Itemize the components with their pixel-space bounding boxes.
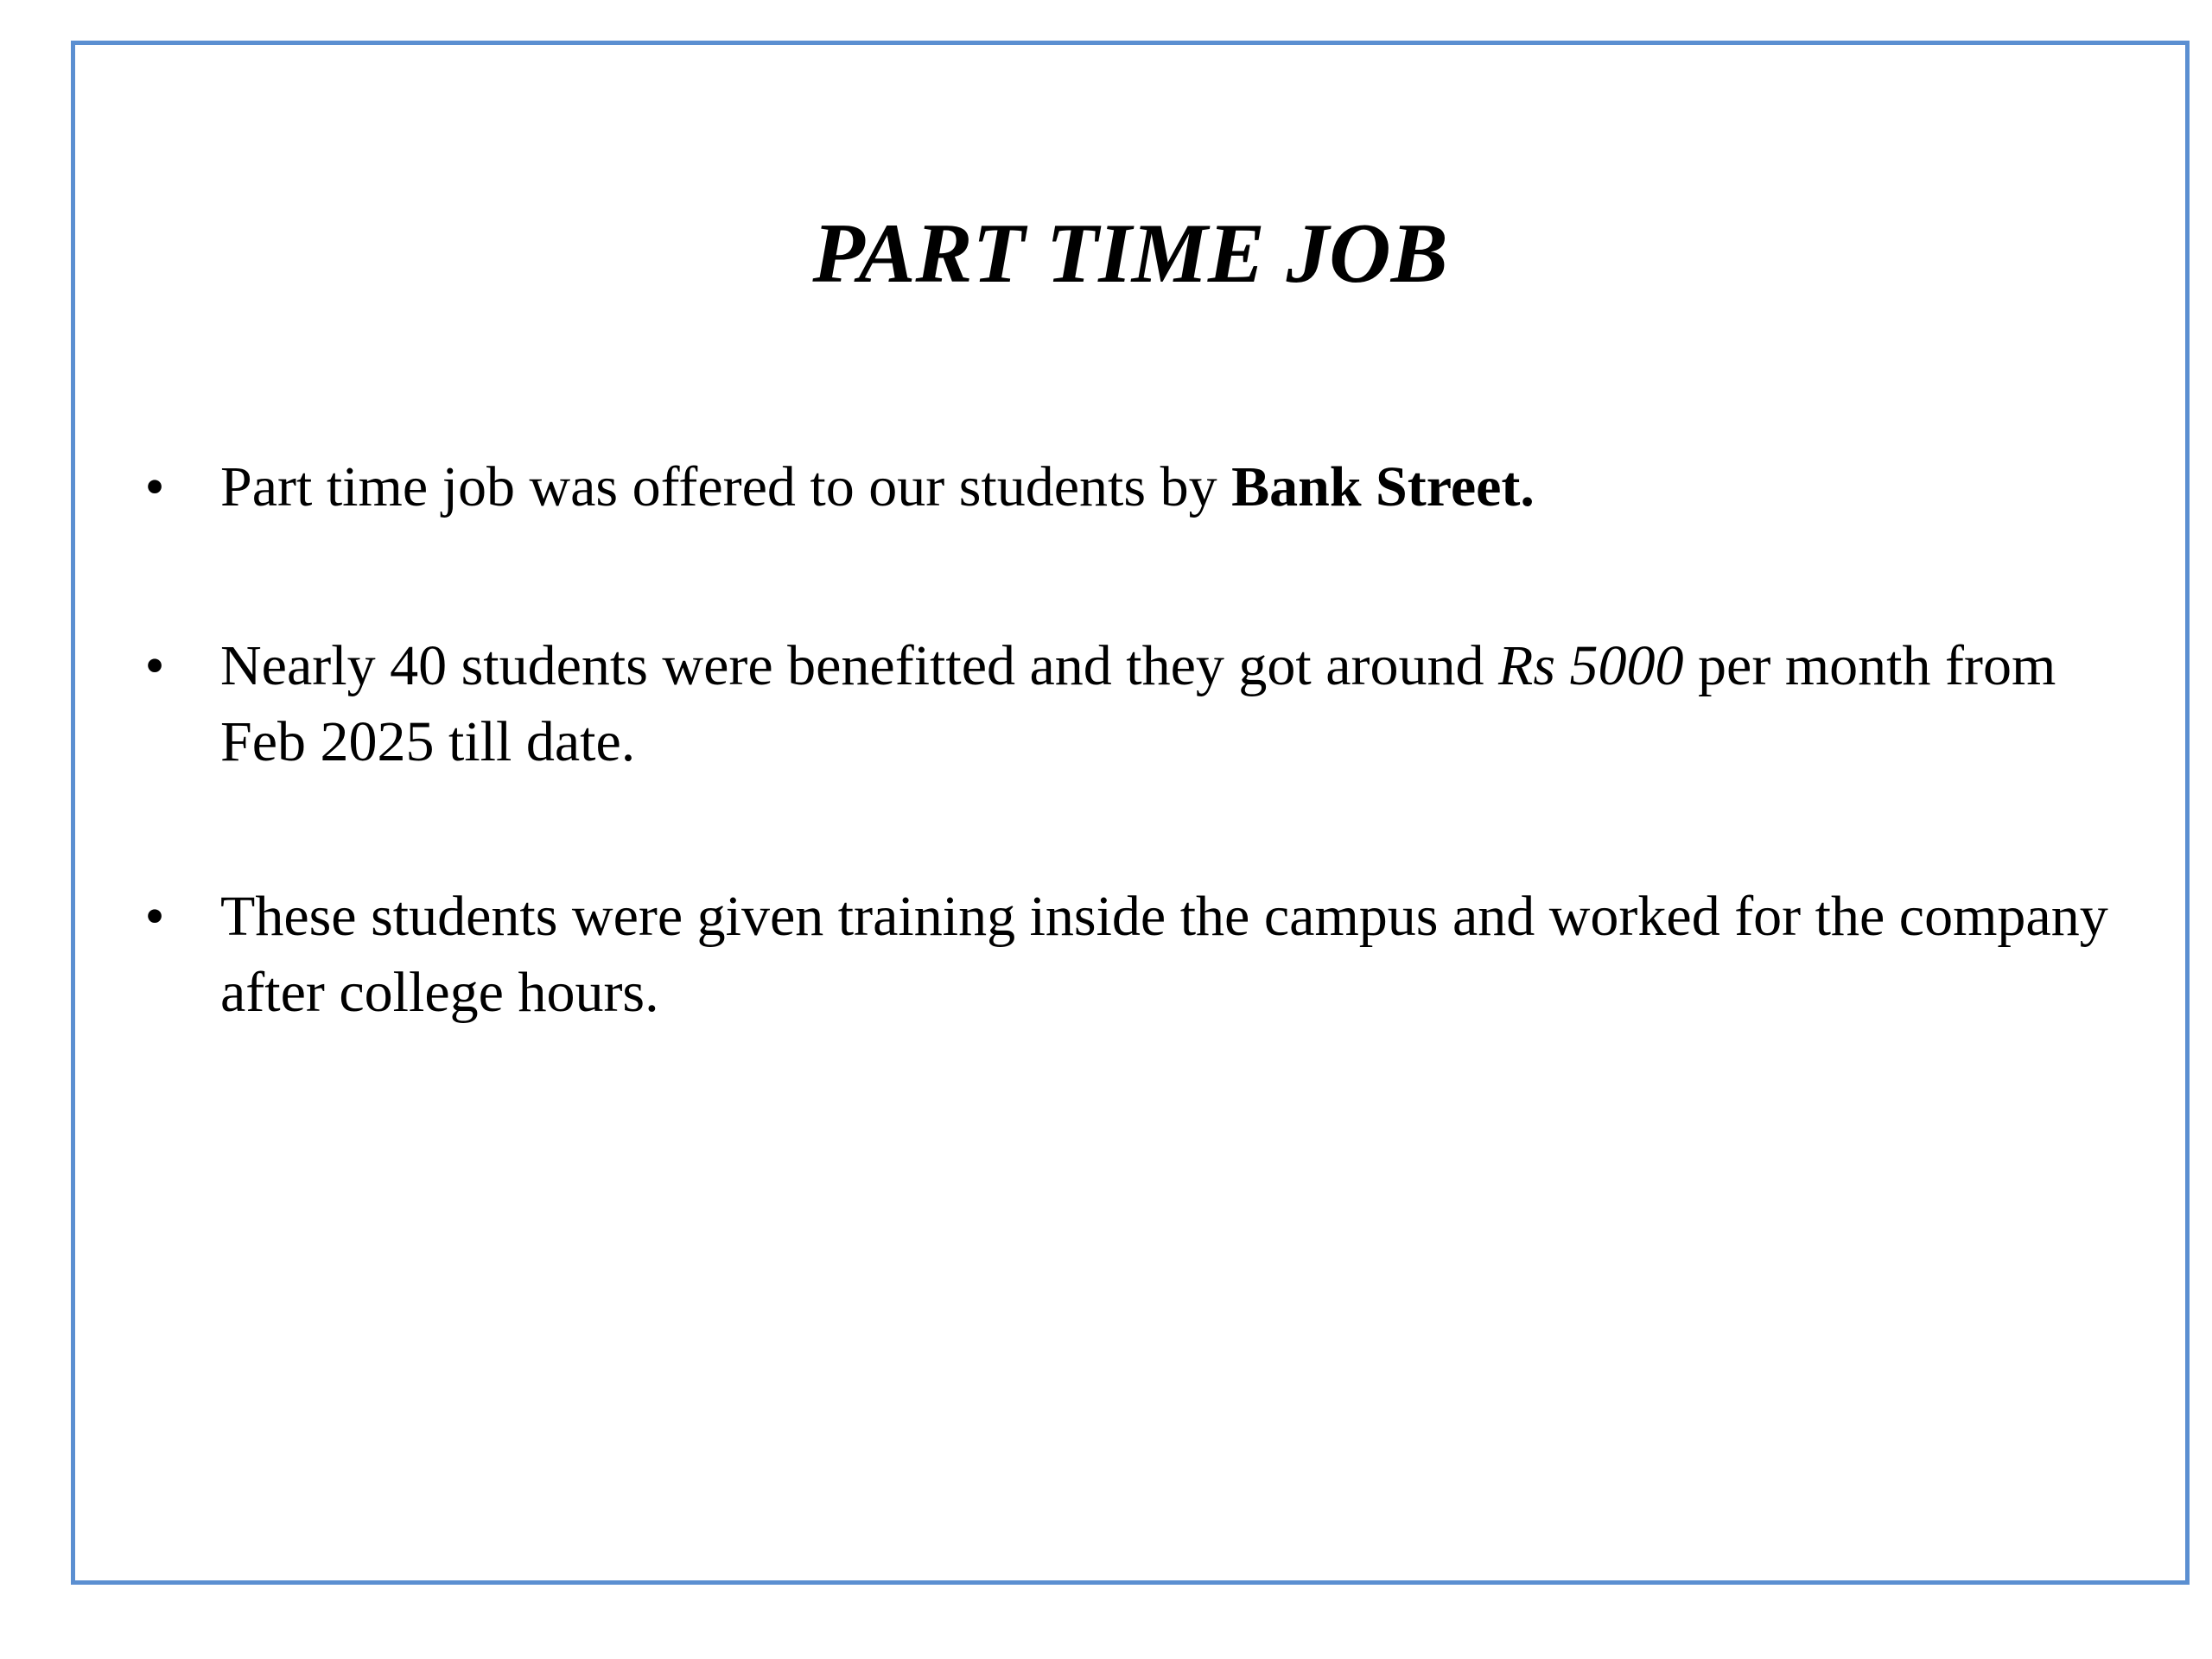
bullet-marker: •: [144, 455, 165, 518]
company-name: Bank Street.: [1231, 455, 1535, 518]
bullet-text: [220, 449, 2139, 525]
slide-frame: [71, 41, 2190, 1585]
slide-title: PART TIME JOB: [812, 207, 1448, 301]
bullet-marker: •: [144, 885, 165, 948]
bullet-marker: •: [144, 634, 165, 697]
bullet-text: [220, 628, 2139, 780]
bullet-text-before: Nearly 40 students were benefitted and they got around: [220, 634, 1499, 697]
bullet-text-after: per month from Feb 2025 till date.: [220, 634, 2056, 773]
bullet-text-plain: Part time job was offered to our students by: [220, 455, 1232, 518]
salary-amount: Rs 5000: [1498, 634, 1684, 697]
bullet-text: These students were given training inside the campus and worked for the company after college hours.: [220, 885, 2108, 1024]
